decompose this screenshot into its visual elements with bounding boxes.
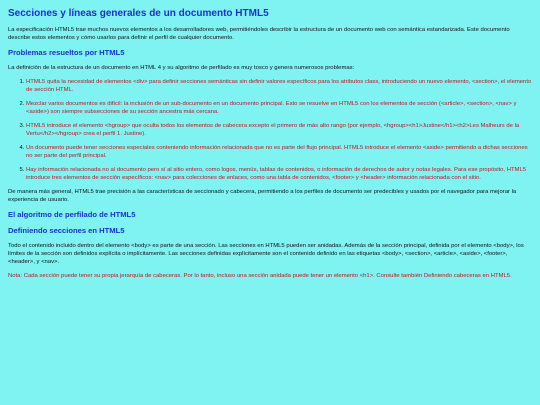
list-item: 5. Hay información relacionada no al documento pero sí al sitio entero, como logos, menús, tablas de contenidos, o información de derechos de autor y notas legales. Para ese propósito, HTML5 introduce tres elementos de sección específicos: <nav> para colecciones de enlaces, como una tabla de contenidos, <footer> y <header> información relacionada con el sitio. xyxy=(26,166,532,182)
page-title: Secciones y líneas generales de un documento HTML5 xyxy=(8,8,269,19)
intro-paragraph: La especificación HTML5 trae muchos nuevos elementos a los desarrolladores web, permitiéndoles describir la estructura de un documento web con semántica estandarizada. Este documento describe estos elementos y cómo usarlos para definir el perfil de cualquier documento. xyxy=(8,27,510,41)
list-item: 3. HTML5 introduce el elemento <hgroup> que oculta todos los elementos de cabecera excepto el primero de más alto rango (por ejemplo, <hgroup><h1>Justine</h1><h2>Les Malheurs de la Vertu</h2></hgroup> crea el perfil 1. Justine). xyxy=(26,122,532,138)
section-heading-problems: Problemas resueltos por HTML5 xyxy=(8,48,125,57)
problems-lead-paragraph: La definición de la estructura de un documento en HTML 4 y su algoritmo de perfilado es muy tosco y genera numerosos problemas: xyxy=(8,65,355,71)
problems-list xyxy=(8,78,532,182)
section-heading-algorithm: El algoritmo de perfilado de HTML5 xyxy=(8,210,136,219)
list-item: 4. Un documento puede tener secciones especiales conteniendo información relacionada que no es parte del flujo principal. HTML5 introduce el elemento <aside> permitiendo a dichas secciones no ser parte del perfil principal. xyxy=(26,144,532,160)
list-item: 2. Mezclar varios documentos es difícil: la inclusión de un sub-documento en un documento principal. Esto se resuelve en HTML5 con los elementos de sección (<article>, <section>, <nav> y <aside>) son siempre subsecciones de su sección ancestra más cercana. xyxy=(26,100,532,116)
list-item: 1. HTML5 quita la necesidad de elementos <div> para definir secciones semánticas sin definir valores específicos para los atributos class, introduciendo un nuevo elemento, <section>, el elemento de sección HTML. xyxy=(26,78,532,94)
note-paragraph: Nota: Cada sección puede tener su propia jerarquía de cabeceras. Por lo tanto, incluso una sección anidada puede tener un elemento <h1>. Consulte también Definiendo cabeceras en HTML5. xyxy=(8,273,512,279)
section-heading-defining-sections: Definiendo secciones en HTML5 xyxy=(8,226,125,235)
problems-closing-paragraph: De manera más general, HTML5 trae precisión a las características de seccionado y cabecera, permitiendo a los perfiles de documento ser predecibles y usados por el navegador para mejorar la experiencia de usuario. xyxy=(8,189,517,203)
defining-sections-paragraph: Todo el contenido incluido dentro del elemento <body> es parte de una sección. Las secciones en HTML5 pueden ser anidadas. Además de la sección principal, definida por el elemento <body>, los límites de la sección son definidos explícita o implícitamente. Las secciones definidas explícitamente son el contenido definido en las etiquetas <body>, <section>, <article>, <aside>, <footer>, <header>, y <nav>. xyxy=(8,243,524,265)
